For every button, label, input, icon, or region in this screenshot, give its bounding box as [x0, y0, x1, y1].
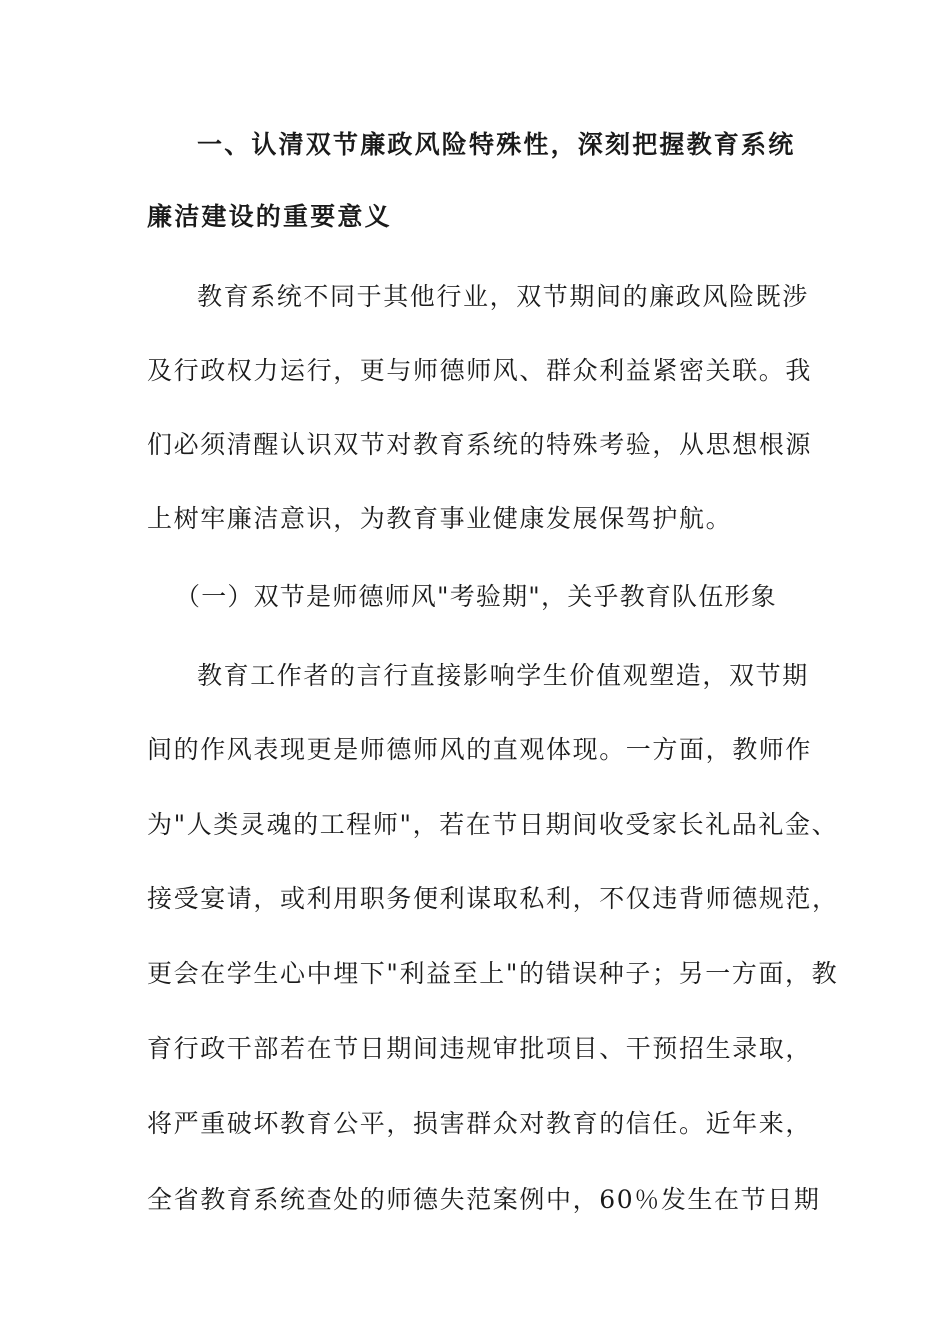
paragraph-2-line-4: 接受宴请，或利用职务便利谋取私利，不仅违背师德规范，	[147, 884, 839, 913]
paragraph-2-line-2: 间的作风表现更是师德师风的直观体现。一方面，教师作	[147, 735, 813, 764]
paragraph-2-line-7: 将严重破坏教育公平，损害群众对教育的信任。近年来，	[147, 1109, 813, 1138]
subsection-heading: （一）双节是师德师风"考验期"，关乎教育队伍形象	[175, 582, 777, 611]
paragraph-2-line-8: 全省教育系统查处的师德失范案例中，60％发生在节日期	[147, 1185, 821, 1214]
paragraph-2-line-6: 育行政干部若在节日期间违规审批项目、干预招生录取，	[147, 1034, 813, 1063]
paragraph-1-line-2: 及行政权力运行，更与师德师风、群众利益紧密关联。我	[147, 356, 813, 385]
paragraph-2-line-5: 更会在学生心中埋下"利益至上"的错误种子；另一方面，教	[147, 959, 839, 988]
paragraph-1-line-3: 们必须清醒认识双节对教育系统的特殊考验，从思想根源	[147, 430, 813, 459]
paragraph-1-line-4: 上树牢廉洁意识，为教育事业健康发展保驾护航。	[147, 504, 733, 533]
paragraph-2-line-1: 教育工作者的言行直接影响学生价值观塑造，双节期	[197, 661, 809, 690]
paragraph-2-line-3: 为"人类灵魂的工程师"，若在节日期间收受家长礼品礼金、	[147, 810, 839, 839]
section-heading-line-2: 廉洁建设的重要意义	[147, 202, 392, 231]
paragraph-1-line-1: 教育系统不同于其他行业，双节期间的廉政风险既涉	[197, 282, 809, 311]
section-heading-line-1: 一、认清双节廉政风险特殊性，深刻把握教育系统	[197, 130, 796, 159]
